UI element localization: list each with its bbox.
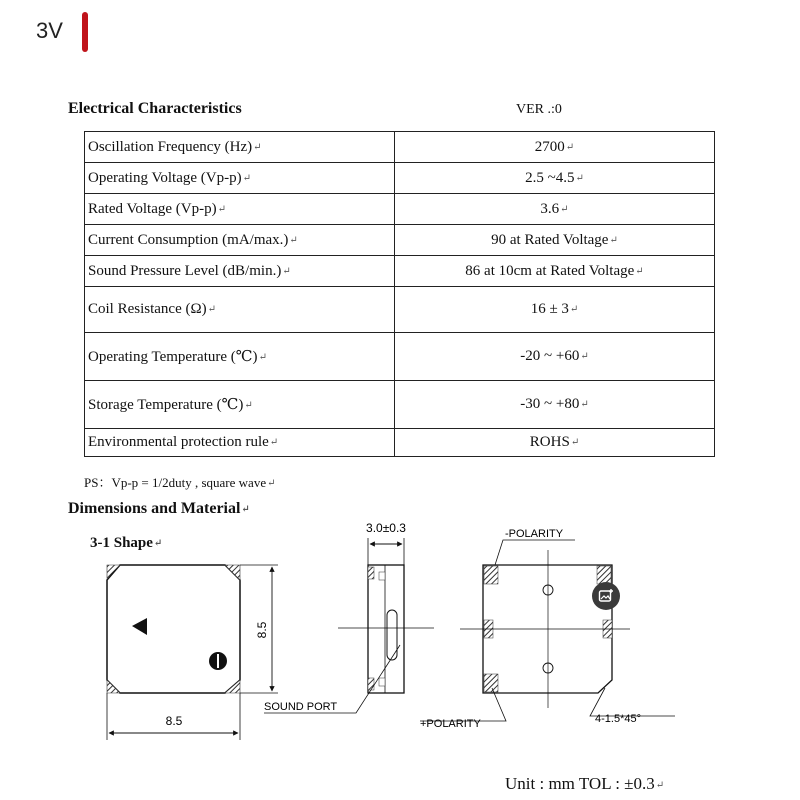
neg-polarity-label: -POLARITY (505, 528, 564, 540)
chamfer-leader (590, 688, 675, 716)
solder-pad (484, 566, 498, 584)
thickness-dimension-label: 3.0±0.3 (366, 521, 406, 535)
value-cell: 86 at 10cm at Rated Voltage↵ (395, 256, 715, 287)
corner-pad (225, 565, 240, 580)
param-cell: Rated Voltage (Vp-p)↵ (85, 194, 395, 225)
param-cell: Coil Resistance (Ω)↵ (85, 287, 395, 333)
side-outline (368, 565, 404, 693)
value-cell: 2.5 ~4.5↵ (395, 163, 715, 194)
voltage-badge: 3V (36, 18, 63, 43)
value-cell: ROHS↵ (395, 429, 715, 457)
side-view (264, 521, 434, 713)
unit-tolerance-note: Unit : mm TOL : ±0.3↵ (505, 774, 665, 793)
sound-port-label: SOUND PORT (264, 701, 338, 713)
corner-pad (107, 680, 120, 693)
param-cell: Operating Voltage (Vp-p)↵ (85, 163, 395, 194)
value-cell: 90 at Rated Voltage↵ (395, 225, 715, 256)
param-cell: Current Consumption (mA/max.)↵ (85, 225, 395, 256)
height-dimension-label: 8.5 (255, 621, 269, 639)
param-cell: Sound Pressure Level (dB/min.)↵ (85, 256, 395, 287)
param-cell: Operating Temperature (℃)↵ (85, 333, 395, 381)
solder-pad (484, 674, 498, 692)
front-view (107, 565, 278, 740)
value-cell: 2700↵ (395, 132, 715, 163)
neg-polarity-leader (495, 540, 575, 565)
image-add-icon (598, 588, 614, 604)
value-cell: -30 ~ +80↵ (395, 381, 715, 429)
image-add-button[interactable] (592, 582, 620, 610)
front-outline (107, 565, 240, 693)
bottom-view (420, 528, 675, 730)
value-cell: 3.6↵ (395, 194, 715, 225)
param-cell: Storage Temperature (℃)↵ (85, 381, 395, 429)
electrical-heading: Electrical Characteristics (68, 100, 242, 117)
param-cell: Environmental protection rule↵ (85, 429, 395, 457)
corner-pad (107, 565, 120, 578)
ps-note: PS：Vp-p = 1/2duty , square wave↵ (84, 475, 276, 490)
shape-subheading: 3-1 Shape↵ (90, 535, 163, 551)
width-dimension-label: 8.5 (165, 714, 183, 728)
triangle-marker (132, 618, 147, 635)
chamfer-label: 4-1.5*45° (595, 713, 641, 725)
pos-polarity-label: +POLARITY (420, 718, 481, 730)
version-label: VER .:0 (516, 102, 562, 117)
dimensions-heading: Dimensions and Material↵ (68, 500, 250, 517)
value-cell: 16 ± 3↵ (395, 287, 715, 333)
corner-pad (225, 680, 240, 693)
value-cell: -20 ~ +60↵ (395, 333, 715, 381)
param-cell: Oscillation Frequency (Hz)↵ (85, 132, 395, 163)
